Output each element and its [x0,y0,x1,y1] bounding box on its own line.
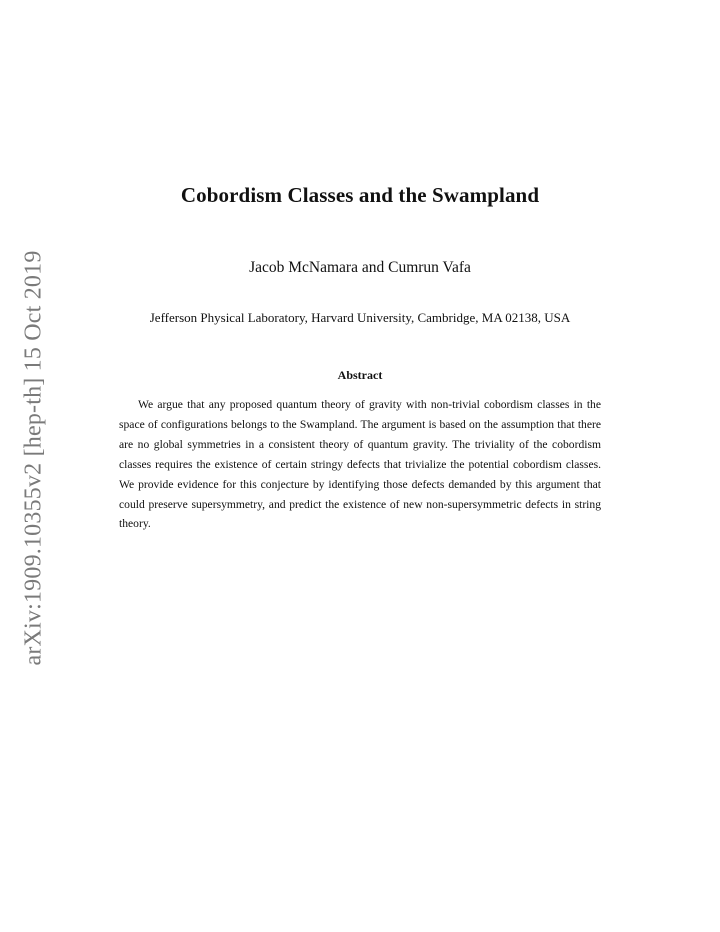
author-affiliation: Jefferson Physical Laboratory, Harvard University, Cambridge, MA 02138, USA [149,310,571,325]
paper-authors: Jacob McNamara and Cumrun Vafa [249,259,471,276]
paper-title: Cobordism Classes and the Swampland [180,183,540,207]
arxiv-identifier-stamp: arXiv:1909.10355v2 [hep-th] 15 Oct 2019 [20,250,47,666]
abstract-body: We argue that any proposed quantum theory of gravity with non-trivial cobordism classes in the space of configurations belongs to the Swampland. The argument is based on the assumption that there are no global symmetries in a consistent theory of quantum gravity. The triviality of the cobordism classes requires the existence of certain stringy defects that trivialize the potential cobordism classes. We provide evidence for this conjecture by identifying those defects demanded by this argument that could preserve supersymmetry, and predict the existence of new non-supersymmetric defects in string theory. [119,398,601,531]
abstract-heading: Abstract [337,368,383,382]
